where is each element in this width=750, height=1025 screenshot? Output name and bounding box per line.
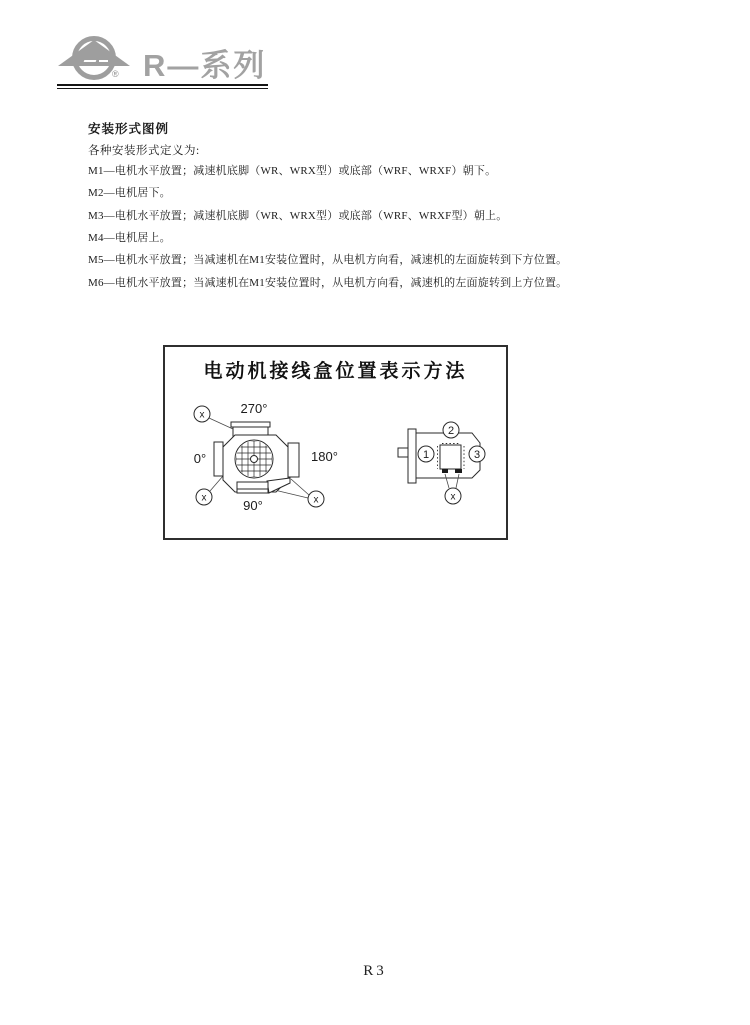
angle-label-90: 90° [243, 498, 263, 513]
motor-front-view [194, 401, 338, 513]
front-left-junction-box [214, 442, 223, 476]
angle-label-270: 270° [240, 401, 268, 416]
front-top-box-lip [231, 422, 270, 427]
x-marker-bottom-right: x [313, 494, 319, 506]
motor-side-view [398, 422, 485, 504]
header-divider [57, 84, 268, 89]
angle-label-180: 180° [311, 449, 338, 464]
intro-line: 各种安装形式定义为: [88, 145, 200, 157]
motor-flange [408, 429, 416, 483]
section-heading: 安装形式图例 [88, 122, 170, 136]
shaft-center-circle [251, 456, 258, 463]
angle-label-0: 0° [193, 451, 207, 466]
page-number: R3 [363, 963, 387, 979]
mount-definition-m6: M6—电机水平放置；当减速机在M1安装位置时，从电机方向看，减速机的左面旋转到上方位置。 [88, 277, 568, 289]
brand-logo-mountain-icon [58, 40, 130, 66]
x-marker-bottom-left: x [201, 492, 207, 504]
mount-definition-m3: M3—电机水平放置；减速机底脚（WR、WRX型）或底部（WRF、WRXF型）朝上。 [88, 210, 508, 222]
brand-logo-text-mark [84, 60, 97, 62]
front-bottom-junction-box [237, 482, 268, 493]
mount-definition-m4: M4—电机居上。 [88, 232, 171, 244]
mount-definition-m5: M5—电机水平放置；当减速机在M1安装位置时，从电机方向看，减速机的左面旋转到下方位置。 [88, 254, 568, 266]
position-1-label: 1 [422, 449, 430, 461]
motor-shaft [398, 448, 408, 457]
brand-logo-text-mark [99, 60, 108, 62]
x-marker-top-left: x [199, 409, 205, 421]
diagram-title: 电动机接线盒位置表示方法 [203, 361, 468, 382]
x-marker-side: x [450, 491, 456, 503]
series-title: R—系列 [143, 48, 267, 83]
position-2-label: 2 [447, 425, 455, 437]
junction-box-diagram-frame [163, 345, 508, 540]
registered-trademark-symbol: ® [112, 69, 119, 79]
terminal-box-foot-right [455, 469, 462, 473]
position-3-label: 3 [473, 449, 481, 461]
mount-definition-m1: M1—电机水平放置；减速机底脚（WR、WRX型）或底部（WRF、WRXF）朝下。 [88, 165, 497, 177]
front-right-junction-box [288, 443, 299, 477]
mount-definition-m2: M2—电机居下。 [88, 187, 171, 199]
terminal-box [440, 445, 461, 469]
terminal-box-foot-left [442, 469, 448, 473]
